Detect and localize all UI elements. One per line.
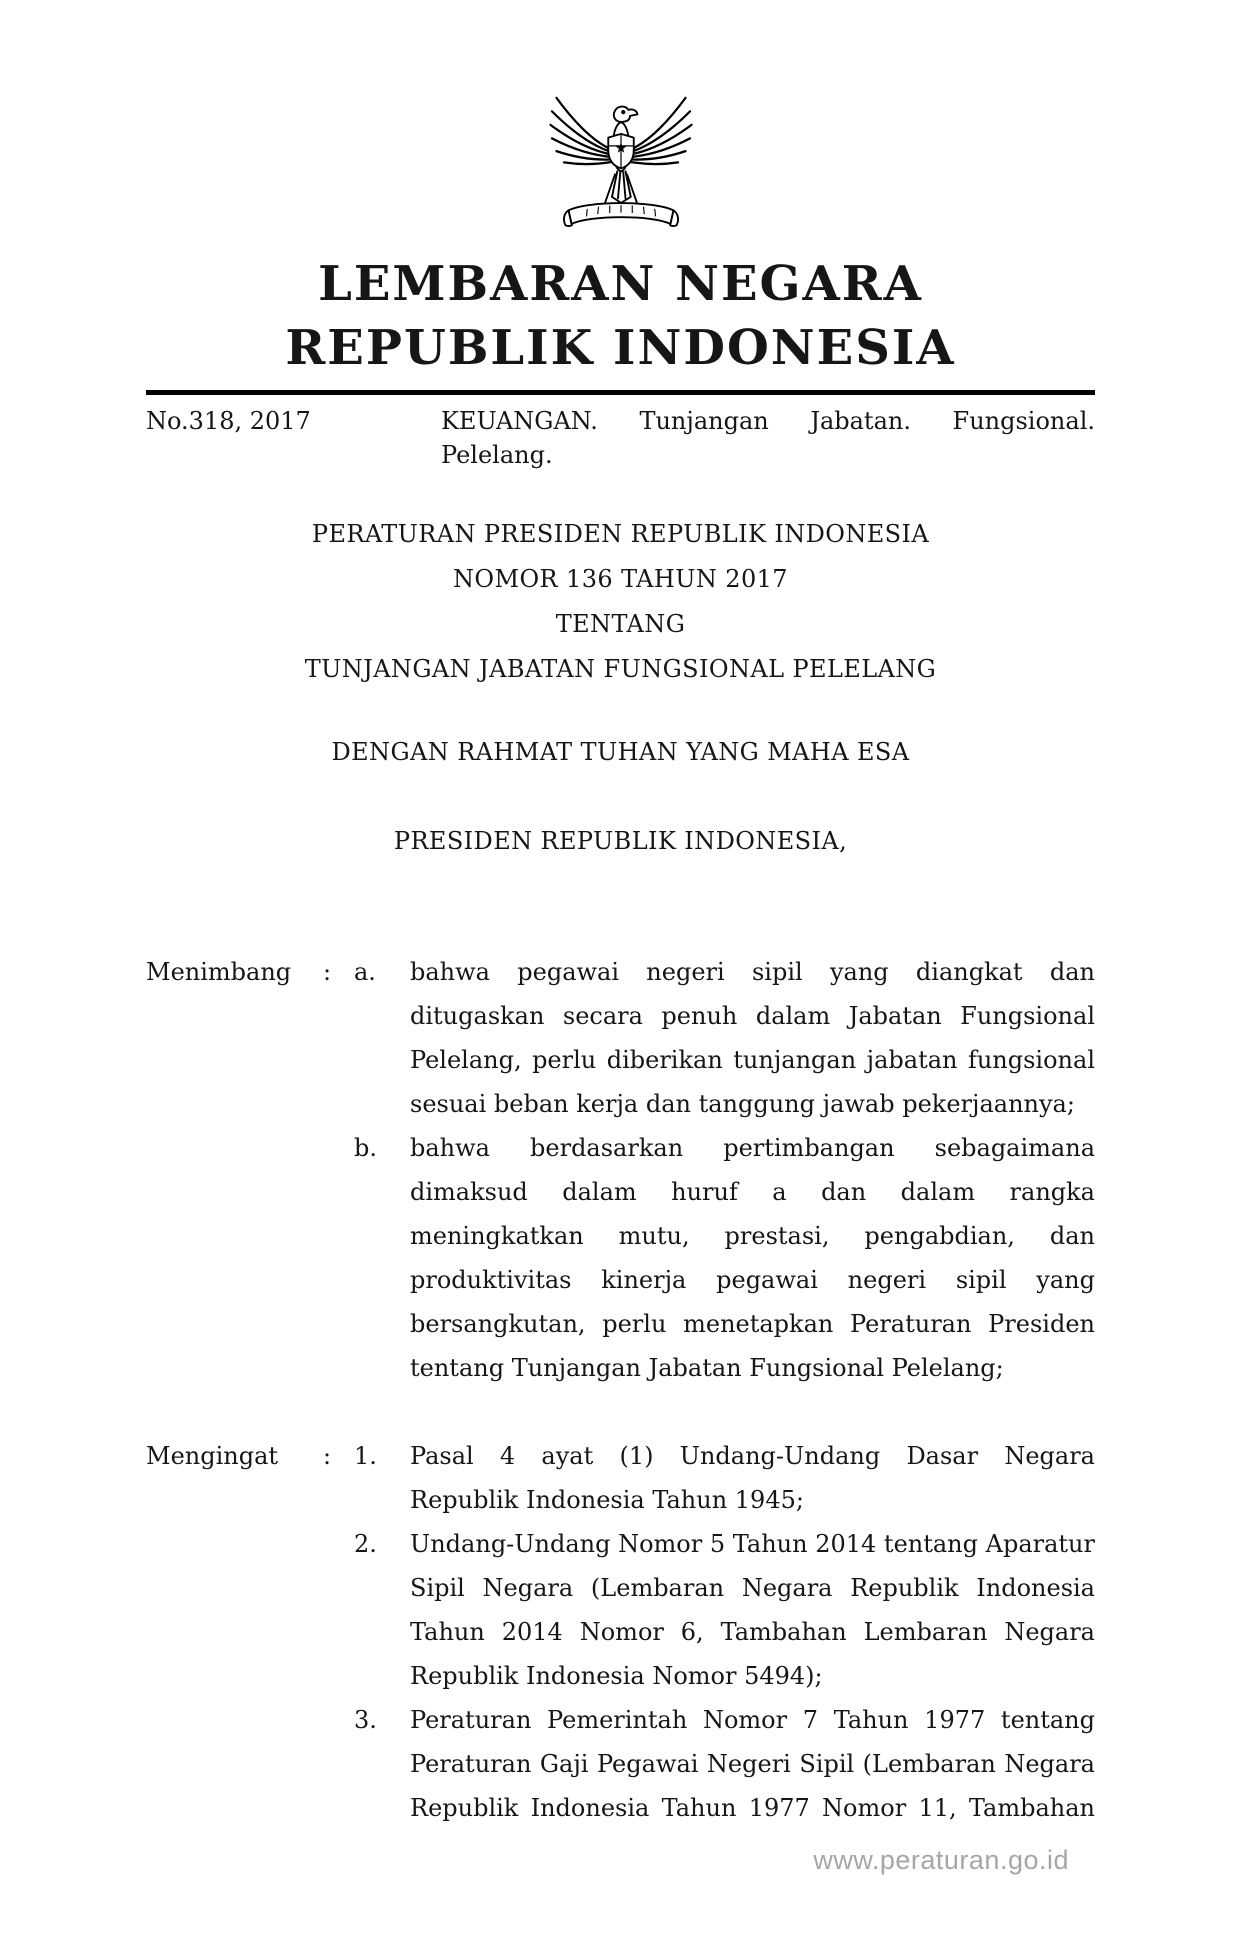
- item-text: Undang-Undang Nomor 5 Tahun 2014 tentang Aparatur Sipil Negara (Lembaran Negara Republik Indonesia Tahun 2014 Nomor 6, Tambahan Lembaran Negara Republik Indonesia Nomor 5494);: [410, 1530, 1095, 1690]
- legal-basis-item-1: [354, 1434, 1095, 1522]
- item-text: Peraturan Pemerintah Nomor 7 Tahun 1977 tentang Peraturan Gaji Pegawai Negeri Sipil (Lembaran Negara Republik Indonesia Tahun 1977 Nomor 11, Tambahan: [410, 1706, 1095, 1822]
- regulation-title-line3: TENTANG: [555, 610, 686, 638]
- regulation-title-line1: PERATURAN PRESIDEN REPUBLIK INDONESIA: [311, 520, 930, 548]
- masthead-rule: [146, 390, 1095, 395]
- gazette-masthead: [146, 252, 1095, 380]
- tail-and-legs: [604, 171, 637, 204]
- considerations-label: Menimbang: [146, 958, 292, 986]
- item-marker: 2.: [354, 1530, 377, 1558]
- considerations-separator: :: [323, 958, 332, 986]
- legal-basis-label: Mengingat: [146, 1442, 279, 1470]
- regulation-title-line2: NOMOR 136 TAHUN 2017: [453, 565, 788, 593]
- considerations-items: [354, 950, 1095, 1390]
- regulation-title-block: [146, 512, 1095, 864]
- left-wing: [550, 98, 613, 164]
- invocation-line: DENGAN RAHMAT TUHAN YANG MAHA ESA: [331, 738, 910, 766]
- consideration-item-a: [354, 950, 1095, 1126]
- right-wing: [628, 98, 691, 164]
- legal-basis-items: [354, 1434, 1095, 1830]
- garuda-pancasila-emblem: [546, 78, 696, 240]
- gazette-number: No.318, 2017: [146, 407, 311, 435]
- regulation-body: [146, 950, 1095, 1830]
- legal-basis-item-2: [354, 1522, 1095, 1698]
- legal-basis-separator: :: [323, 1442, 332, 1470]
- item-marker: a.: [354, 958, 376, 986]
- gazette-subject-line1: KEUANGAN. Tunjangan Jabatan. Fungsional.: [441, 407, 1095, 435]
- shield: [608, 134, 634, 169]
- item-text: bahwa pegawai negeri sipil yang diangkat dan ditugaskan secara penuh dalam Jabatan Fungsional Pelelang, perlu diberikan tunjangan jabatan fungsional sesuai beban kerja dan tanggung jawab pekerjaannya;: [410, 958, 1095, 1118]
- footer-url: www.peraturan.go.id: [813, 1845, 1069, 1875]
- item-marker: b.: [354, 1134, 377, 1162]
- gazette-title-line2: REPUBLIK INDONESIA: [285, 320, 956, 376]
- item-text: bahwa berdasarkan pertimbangan sebagaimana dimaksud dalam huruf a dan dalam rangka meningkatkan mutu, prestasi, pengabdian, dan produktivitas kinerja pegawai negeri sipil yang bersangkutan, perlu menetapkan Peraturan Presiden tentang Tunjangan Jabatan Fungsional Pelelang;: [410, 1134, 1095, 1382]
- legal-basis-block: [146, 1434, 1095, 1830]
- regulation-title-line4: TUNJANGAN JABATAN FUNGSIONAL PELELANG: [304, 655, 937, 683]
- item-text: Pasal 4 ayat (1) Undang-Undang Dasar Negara Republik Indonesia Tahun 1945;: [410, 1442, 1095, 1514]
- item-marker: 1.: [354, 1442, 377, 1470]
- authority-line: PRESIDEN REPUBLIK INDONESIA,: [393, 827, 848, 855]
- legal-basis-item-3: [354, 1698, 1095, 1830]
- consideration-item-b: [354, 1126, 1095, 1390]
- gazette-subject: [441, 404, 1095, 472]
- gazette-title-line1: LEMBARAN NEGARA: [318, 256, 923, 312]
- gazette-meta-row: [146, 404, 1095, 472]
- considerations-block: [146, 950, 1095, 1390]
- item-marker: 3.: [354, 1706, 377, 1734]
- gazette-subject-line2: Pelelang.: [441, 441, 553, 469]
